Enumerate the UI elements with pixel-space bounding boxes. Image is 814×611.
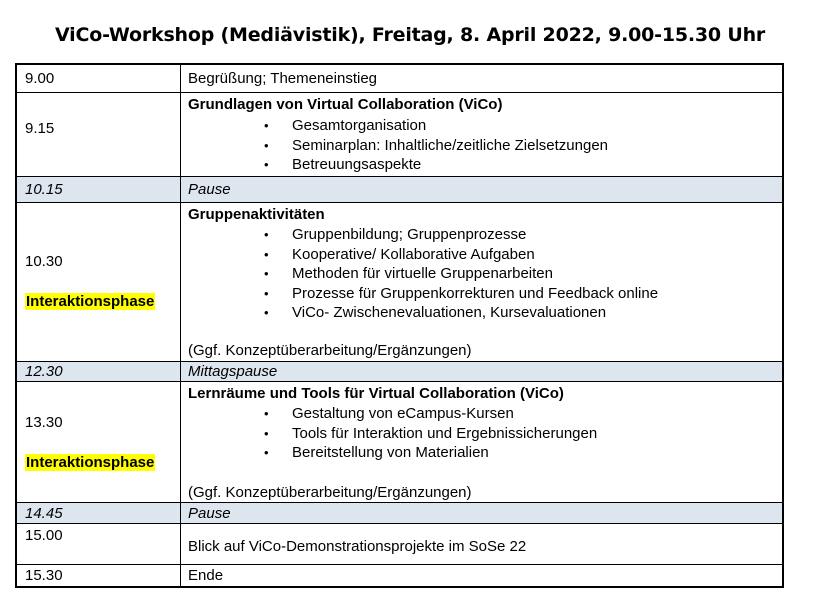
time-label: 15.30 (25, 567, 63, 584)
time-cell (17, 177, 181, 202)
content-cell (181, 177, 782, 202)
time-cell (17, 565, 181, 586)
list-item: • Seminarplan: Inhaltliche/zeitliche Zielsetzungen (181, 136, 608, 156)
list-item: • Kooperative/ Kollaborative Aufgaben (181, 245, 658, 265)
time-label: 9.00 (25, 70, 55, 87)
topic-list (181, 404, 597, 463)
list-item: • Methoden für virtuelle Gruppenarbeiten (181, 264, 658, 284)
table-row (17, 565, 782, 586)
list-item: • Betreuungsaspekte (181, 155, 608, 175)
content-cell (181, 565, 782, 586)
time-label: 12.30 (25, 363, 63, 380)
list-item: • Gruppenbildung; Gruppenprozesse (181, 225, 658, 245)
section-heading: Grundlagen von Virtual Collaboration (ViCo) (188, 96, 503, 113)
table-row (17, 382, 782, 503)
list-item: • Gestaltung von eCampus-Kursen (181, 404, 597, 424)
time-cell (17, 203, 181, 361)
time-cell (17, 65, 181, 92)
time-cell (17, 503, 181, 523)
time-label: 10.15 (25, 181, 63, 198)
interaction-phase-badge: Interaktionsphase (26, 293, 155, 310)
agenda-text: Mittagspause (188, 363, 278, 380)
schedule-table (15, 63, 784, 588)
topic-list (181, 116, 608, 175)
agenda-text: Begrüßung; Themeneinstieg (188, 70, 378, 87)
time-label: 13.30 (25, 414, 63, 431)
agenda-text: Pause (188, 505, 231, 522)
topic-list (181, 225, 658, 323)
table-row (17, 362, 782, 382)
agenda-text: Blick auf ViCo-Demonstrationsprojekte im SoSe 22 (188, 538, 527, 555)
table-row (17, 524, 782, 565)
document-title: ViCo-Workshop (Mediävistik), Freitag, 8. April 2022, 9.00-15.30 Uhr (55, 24, 766, 46)
time-label: 14.45 (25, 505, 63, 522)
content-cell (181, 362, 782, 381)
section-heading: Lernräume und Tools für Virtual Collaboration (ViCo) (188, 385, 564, 402)
content-cell (181, 93, 782, 176)
content-cell (181, 65, 782, 92)
content-cell (181, 503, 782, 523)
revision-note: (Ggf. Konzeptüberarbeitung/Ergänzungen) (188, 484, 472, 501)
content-cell (181, 203, 782, 361)
content-cell (181, 382, 782, 502)
table-row (17, 503, 782, 524)
time-cell (17, 382, 181, 502)
time-label: 10.30 (25, 253, 63, 270)
list-item: • Tools für Interaktion und Ergebnissicherungen (181, 424, 597, 444)
interaction-phase-badge: Interaktionsphase (26, 454, 155, 471)
list-item: • ViCo- Zwischenevaluationen, Kursevaluationen (181, 303, 658, 323)
agenda-text: Ende (188, 567, 224, 584)
table-row (17, 177, 782, 203)
time-cell (17, 93, 181, 176)
agenda-text: Pause (188, 181, 231, 198)
content-cell (181, 524, 782, 564)
time-label: 9.15 (25, 120, 55, 137)
list-item: • Gesamtorganisation (181, 116, 608, 136)
section-heading: Gruppenaktivitäten (188, 206, 325, 223)
time-cell (17, 362, 181, 381)
list-item: • Prozesse für Gruppenkorrekturen und Feedback online (181, 284, 658, 304)
time-label: 15.00 (25, 527, 63, 544)
table-row (17, 93, 782, 177)
time-cell (17, 524, 181, 564)
list-item: • Bereitstellung von Materialien (181, 443, 597, 463)
table-row (17, 65, 782, 93)
revision-note: (Ggf. Konzeptüberarbeitung/Ergänzungen) (188, 342, 472, 359)
table-row (17, 203, 782, 362)
